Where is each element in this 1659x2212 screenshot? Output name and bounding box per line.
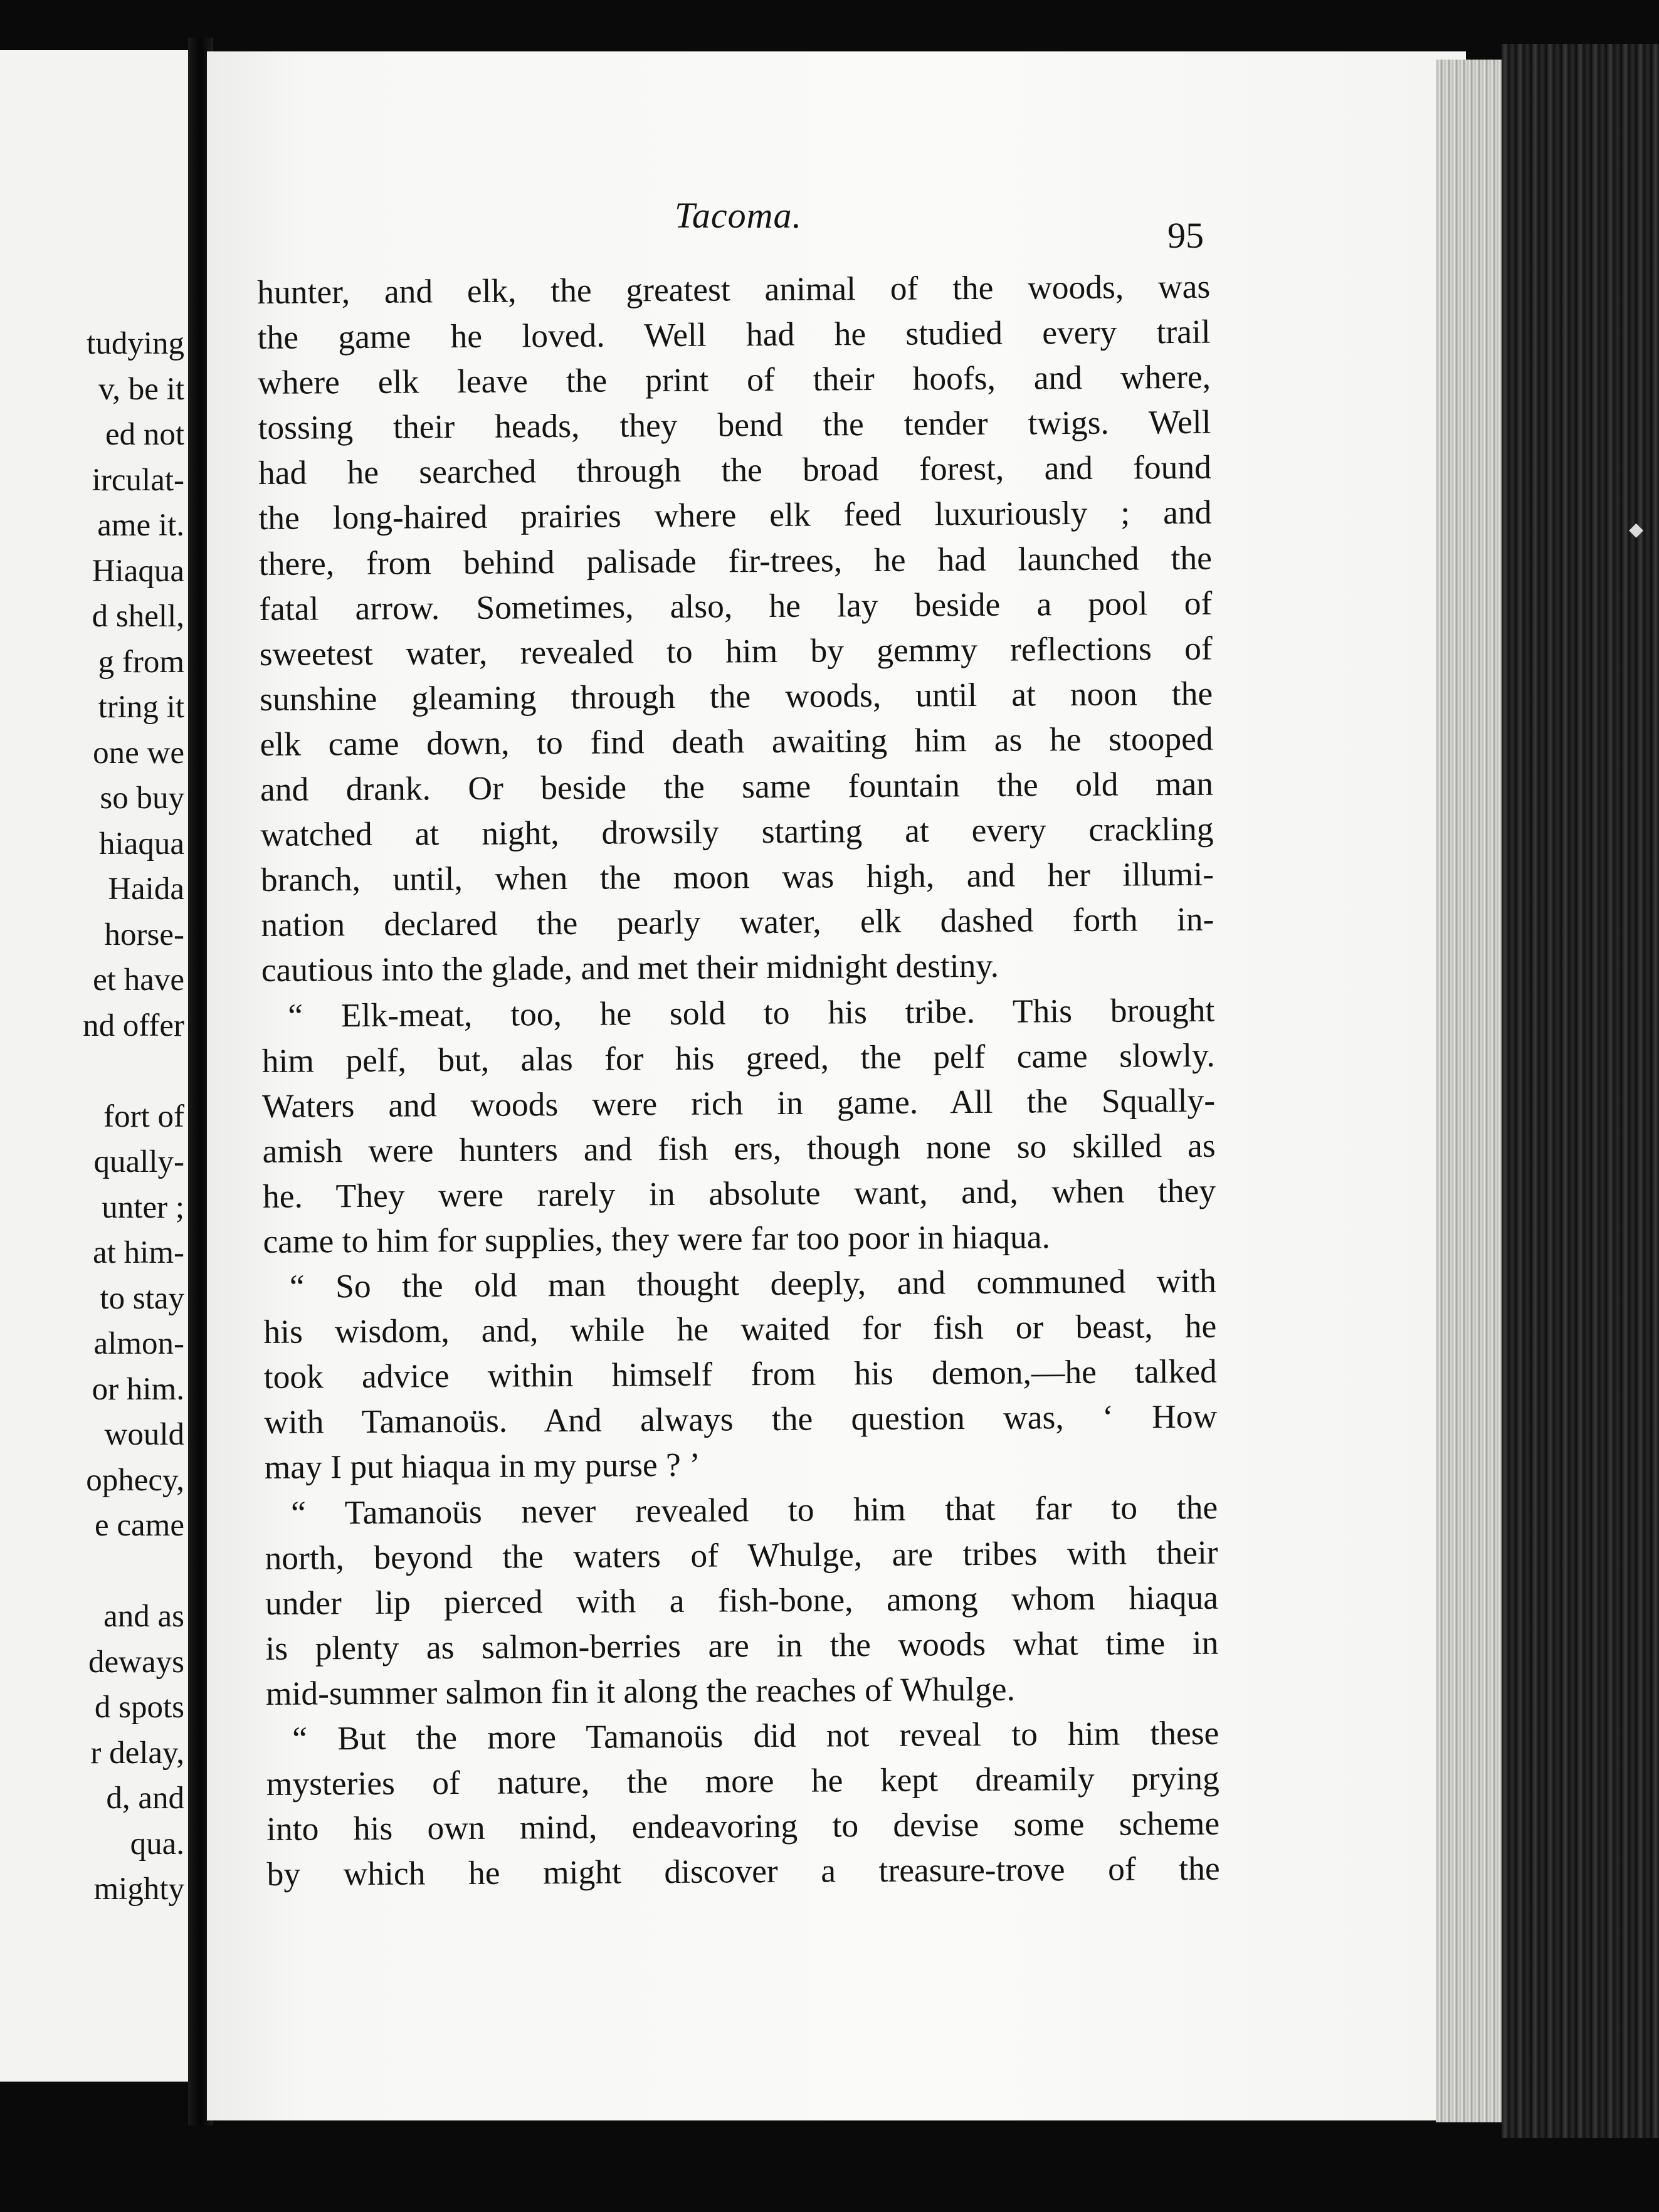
left-page-line: mighty xyxy=(93,1872,184,1907)
text-line: his wisdom, and, while he waited for fish or beast, he xyxy=(263,1307,1217,1351)
left-page-line: g from xyxy=(98,644,184,680)
left-page-line: e came xyxy=(95,1508,184,1543)
text-line: there, from behind palisade fir-trees, he had launched the xyxy=(258,539,1213,582)
left-page-line: to stay xyxy=(100,1280,184,1316)
left-facing-page xyxy=(0,50,197,2082)
text-line: with Tamanoüs. And always the question was, ‘ How xyxy=(264,1398,1218,1441)
left-page-line: qually- xyxy=(93,1144,184,1179)
left-page-line: so buy xyxy=(100,781,184,816)
text-line: sunshine gleaming through the woods, until at noon the xyxy=(260,674,1213,718)
text-line: the game he loved. Well had he studied every trail xyxy=(257,312,1211,357)
left-page-line: ophecy, xyxy=(86,1462,184,1498)
left-page-line: tring it xyxy=(98,690,184,725)
text-line: he. They were rarely in absolute want, and, when they xyxy=(262,1171,1216,1215)
text-line: tossing their heads, they bend the tender twigs. Well xyxy=(258,403,1211,447)
left-page-line: d, and xyxy=(106,1781,184,1816)
book-edge-shadow xyxy=(1502,44,1659,2138)
left-page-line: ed not xyxy=(105,417,184,452)
left-page-line xyxy=(0,1048,184,1094)
text-line: by which he might discover a treasure-trove of the xyxy=(266,1849,1220,1893)
text-line: had he searched through the broad forest, and found xyxy=(258,448,1212,492)
text-line: hunter, and elk, the greatest animal of the woods, was xyxy=(257,267,1211,311)
left-page-line: horse- xyxy=(104,917,184,952)
page-edges xyxy=(1436,60,1505,2122)
left-page-line: and as xyxy=(103,1599,184,1634)
left-page-line: deways xyxy=(88,1644,184,1680)
text-line: is plenty as salmon-berries are in the woods what time in xyxy=(265,1623,1219,1667)
text-line: mysteries of nature, the more he kept dreamily prying xyxy=(266,1759,1219,1803)
text-line: where elk leave the print of their hoofs, and where, xyxy=(257,357,1211,402)
text-line: cautious into the glade, and met their midnight destiny. xyxy=(261,947,999,989)
text-line: elk came down, to find death awaiting him as he stooped xyxy=(260,719,1213,763)
text-line: took advice within himself from his demon,—he talked xyxy=(263,1352,1217,1396)
left-page-line: qua. xyxy=(130,1826,184,1862)
text-line: the long-haired prairies where elk feed luxuriously ; and xyxy=(258,493,1212,537)
left-page-line: at him- xyxy=(93,1235,184,1270)
left-page-line: fort of xyxy=(103,1098,184,1134)
text-line: “ So the old man thought deeply, and communed with xyxy=(289,1261,1217,1305)
left-page-line: et have xyxy=(93,962,184,998)
text-line: and drank. Or beside the same fountain the old man xyxy=(260,764,1214,809)
left-page-line: Haida xyxy=(108,872,184,907)
page-number: 95 xyxy=(1167,215,1204,256)
text-line: “ But the more Tamanoüs did not reveal to him these xyxy=(292,1714,1219,1757)
left-page-line: d spots xyxy=(94,1690,184,1725)
text-line: fatal arrow. Sometimes, also, he lay beside a pool of xyxy=(259,584,1213,628)
left-page-line: hiaqua xyxy=(99,826,184,861)
edge-speck-icon: ◆ xyxy=(1629,519,1644,540)
text-line: under lip pierced with a fish-bone, among whom hiaqua xyxy=(265,1578,1219,1622)
text-line: mid-summer salmon fin it along the reaches of Whulge. xyxy=(265,1670,1016,1712)
left-page-line: r delay, xyxy=(90,1735,184,1771)
left-page-line: unter ; xyxy=(102,1189,184,1225)
text-line: branch, until, when the moon was high, and her illumi- xyxy=(260,855,1214,899)
text-line: sweetest water, revealed to him by gemmy reflections of xyxy=(259,629,1213,673)
text-line: came to him for supplies, they were far too poor in hiaqua. xyxy=(263,1218,1051,1260)
text-line: into his own mind, endeavoring to devise some scheme xyxy=(266,1804,1220,1848)
left-page-line: tudying xyxy=(87,326,184,361)
page-body-text xyxy=(257,264,1220,1897)
left-page-line: Hiaqua xyxy=(92,553,184,589)
text-line: “ Elk-meat, too, he sold to his tribe. This brought xyxy=(288,991,1215,1035)
running-head: Tacoma. xyxy=(675,195,803,236)
left-page-line: nd offer xyxy=(83,1008,184,1043)
left-page-text xyxy=(0,321,184,1912)
left-page-line: ame it. xyxy=(97,508,184,543)
text-line: watched at night, drowsily starting at every crackling xyxy=(260,809,1214,854)
left-page-line: would xyxy=(104,1417,184,1452)
left-page-line xyxy=(0,1549,184,1594)
left-page-line: almon- xyxy=(93,1326,184,1361)
text-line: “ Tamanoüs never revealed to him that far to the xyxy=(290,1488,1218,1532)
text-line: amish were hunters and fish ers, though none so skilled as xyxy=(262,1126,1216,1170)
text-line: Waters and woods were rich in game. All the Squally- xyxy=(261,1081,1216,1125)
left-page-line: or him. xyxy=(92,1371,184,1407)
text-line: him pelf, but, alas for his greed, the pelf came slowly. xyxy=(261,1036,1215,1080)
left-page-line: one we xyxy=(93,735,184,771)
left-page-line: d shell, xyxy=(92,599,184,634)
text-line: may I put hiaqua in my purse ? ’ xyxy=(264,1446,701,1487)
text-line: nation declared the pearly water, elk dashed forth in- xyxy=(261,900,1214,944)
left-page-line: v, be it xyxy=(98,371,184,407)
left-page-line: irculat- xyxy=(92,462,184,498)
text-line: north, beyond the waters of Whulge, are tribes with their xyxy=(265,1533,1218,1577)
